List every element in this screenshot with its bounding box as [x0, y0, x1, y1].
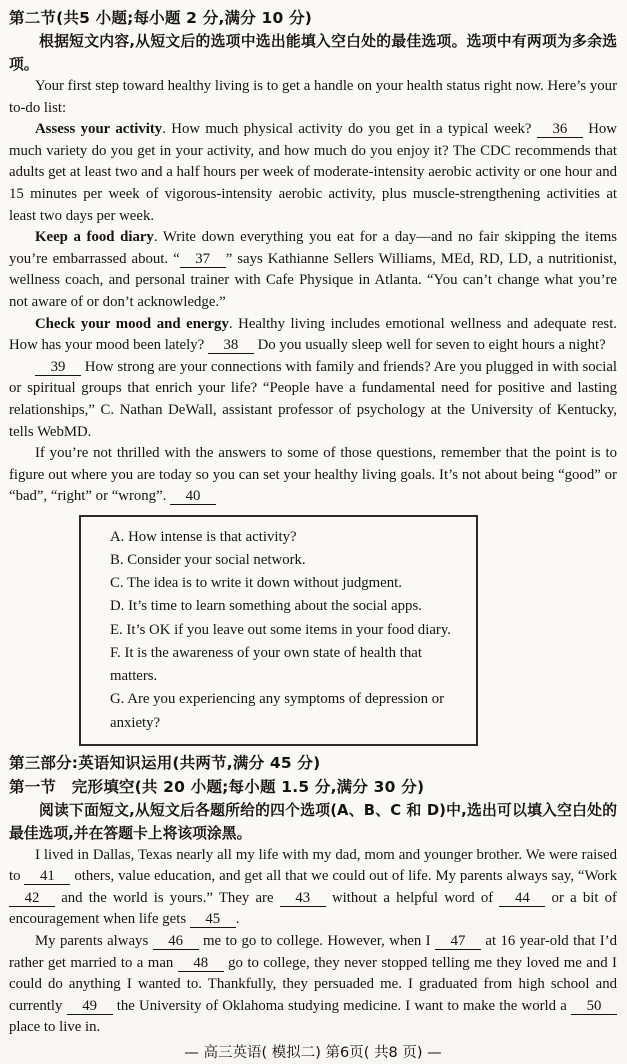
text-run: at 16 year-old that I’d rather get married to a man [9, 933, 617, 971]
page-footer: — 高三英语( 模拟二) 第6页( 共8 页) — [184, 1045, 442, 1062]
text-run: me to go to college. However, when I [198, 933, 435, 950]
option-item: B. Consider your social network. [110, 552, 306, 569]
blank-45: 45 [190, 912, 236, 928]
text-run: ” says Kathianne Sellers Williams, MEd, RD, LD, a nutritionist, wellness coach, and personal trainer with Cafe Physique in Atlanta. “You can’t change what you’re not aware of or don’t acknowledge.” [9, 250, 617, 310]
paragraph [9, 443, 617, 508]
text-run: or a bit of encouragement when life gets [9, 889, 617, 928]
section2-heading: 第二节(共5 小题;每小题 2 分,满分 10 分) [9, 9, 313, 27]
blank-48: 48 [178, 956, 224, 972]
text-run: . How much physical activity do you get in a typical week? [162, 121, 537, 138]
blank-50: 50 [571, 999, 617, 1015]
text-run: others, value education, and get all that we could out of life. My parents always say, “Work [70, 868, 617, 885]
blank-44: 44 [499, 891, 545, 907]
text-run: place to live in. [9, 1019, 101, 1036]
paragraph [9, 845, 617, 931]
paragraph [9, 931, 617, 1039]
section3-instruction: 阅读下面短文,从短文后各题所给的四个选项(A、B、C 和 D)中,选出可以填入空白处的最佳选项,并在答题卡上将该项涂黑。 [9, 801, 617, 842]
blank-41: 41 [24, 869, 70, 885]
text-run: . [235, 911, 240, 928]
section2-passage [9, 76, 617, 508]
section2-instruction: 根据短文内容,从短文后的选项中选出能填入空白处的最佳选项。选项中有两项为多余选项。 [9, 33, 617, 73]
blank-40: 40 [170, 489, 216, 505]
text-run: How much variety do you get in your activity, and how much do you enjoy it? The CDC recommends that adults get at least two and a half hours per week of moderate-intensity aerobic activity or one hour and 15 minutes per week of vigorous-intensity aerobic activity, plus muscle-strengthening activities at least two days per week. [9, 121, 617, 224]
blank-39: 39 [35, 360, 81, 376]
text-run: My parents always [35, 933, 153, 950]
option-item: A. How intense is that activity? [110, 528, 297, 545]
text-run: the University of Oklahoma studying medicine. I want to make the world a [112, 997, 571, 1014]
bold-run: Assess your activity [35, 121, 163, 138]
section3-section-heading: 第一节 完形填空(共 20 小题;每小题 1.5 分,满分 30 分) [9, 777, 425, 796]
text-run: Your first step toward healthy living is to get a handle on your health status right now. Here’s your to-do list: [9, 78, 617, 116]
paragraph [9, 76, 617, 119]
bold-run: Keep a food diary [35, 229, 154, 246]
text-run: and the world is yours.” They are [55, 889, 280, 906]
text-run: If you’re not thrilled with the answers to some of those questions, remember that the point is to figure out where you are today so you can set your healthy living goals. It’s not about being “good” or “bad”, “right” or “wrong”. [9, 445, 617, 505]
text-run: without a helpful word of [325, 889, 500, 906]
blank-43: 43 [280, 891, 326, 907]
blank-36: 36 [537, 122, 583, 138]
option-item: C. The idea is to write it down without judgment. [110, 575, 402, 592]
section3 [9, 751, 617, 1039]
blank-38: 38 [208, 338, 254, 354]
text-run: . Write down everything you eat for a day—and no fair skipping the items you’re embarrassed about. “ [9, 229, 618, 267]
paragraph [9, 227, 617, 313]
blank-42: 42 [9, 891, 55, 907]
option-item: E. It’s OK if you leave out some items in your food diary. [110, 621, 451, 638]
section3-part-heading: 第三部分:英语知识运用(共两节,满分 45 分) [9, 753, 321, 772]
text-run: Do you usually sleep well for seven to eight hours a night? [253, 337, 606, 354]
option-item: G. Are you experiencing any symptoms of depression or anxiety? [110, 691, 445, 731]
paragraph [9, 119, 617, 227]
text-run: . Healthy living includes emotional wellness and adequate rest. How has your mood been lately? [9, 315, 617, 354]
blank-49: 49 [67, 999, 113, 1015]
paragraph [9, 357, 617, 443]
options-box [79, 515, 478, 746]
option-item: D. It’s time to learn something about the social apps. [110, 598, 422, 615]
paragraph [9, 314, 617, 357]
text-run: I lived in Dallas, Texas nearly all my life with my dad, mom and younger brother. We were raised to [9, 846, 617, 885]
blank-47: 47 [435, 934, 481, 950]
text-run: go to college, they never stopped telling me they loved me and I could do anything I wanted to. Thankfully, they persuaded me. I graduated from high school and currently [9, 954, 617, 1014]
option-item: F. It is the awareness of your own state of health that matters. [110, 644, 422, 685]
blank-46: 46 [153, 934, 199, 950]
bold-run: Check your mood and energy [35, 315, 229, 332]
text-run: How strong are your connections with family and friends? Are you plugged in with social or spiritual groups that enrich your life? “People have a fundamental need for positive and lasting relationships,” C. Nathan DeWall, assistant professor of psychology at the University of Kentucky, tells WebMD. [9, 358, 617, 440]
blank-37: 37 [180, 252, 226, 268]
section3-passage [9, 845, 617, 1039]
